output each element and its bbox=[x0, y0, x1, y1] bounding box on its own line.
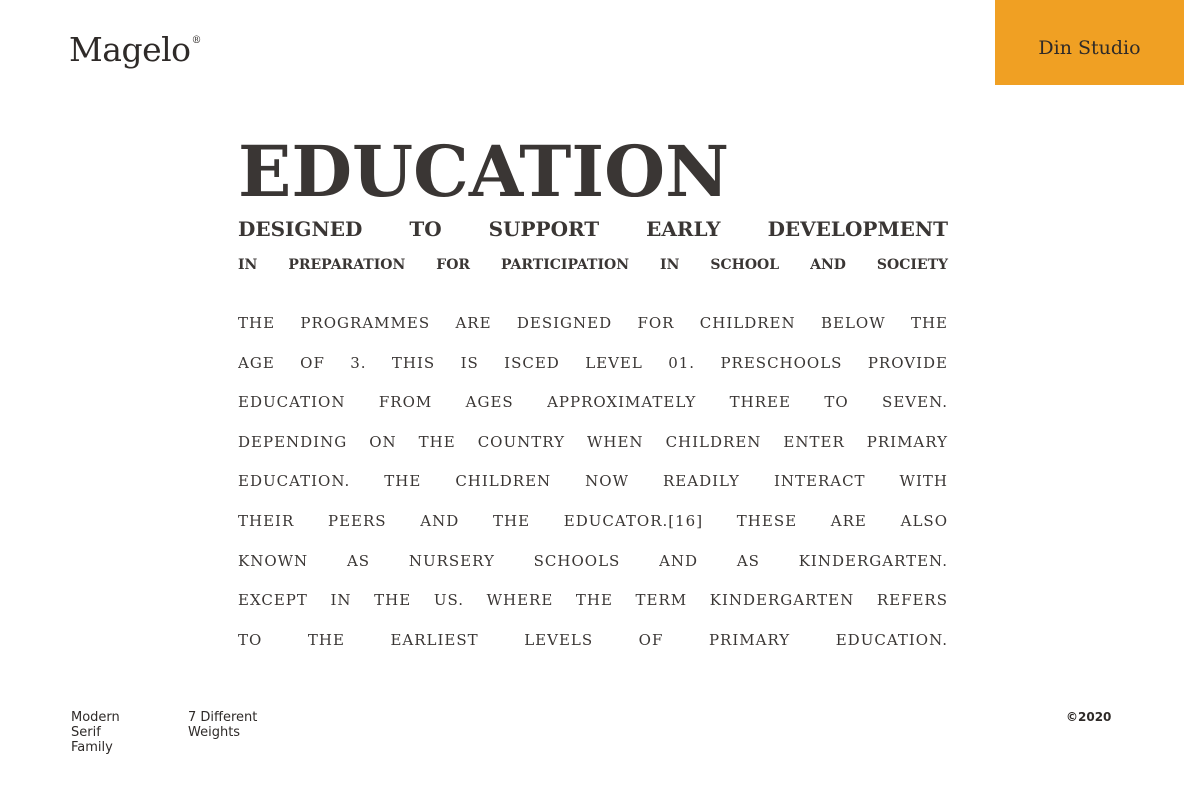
logo-name: Magelo bbox=[69, 30, 191, 69]
studio-badge-label: Din Studio bbox=[1038, 36, 1141, 59]
body-line: KNOWN AS NURSERY SCHOOLS AND AS KINDERGARTEN. bbox=[238, 551, 948, 570]
footer-text: Serif bbox=[71, 725, 101, 740]
footer-text: Family bbox=[71, 740, 113, 755]
page-subtitle: DESIGNED TO SUPPORT EARLY DEVELOPMENT bbox=[238, 217, 948, 241]
studio-badge bbox=[995, 0, 1184, 85]
body-line: THEIR PEERS AND THE EDUCATOR.[16] THESE ARE ALSO bbox=[238, 511, 948, 530]
registered-mark: ® bbox=[191, 35, 202, 46]
footer-text: Modern bbox=[71, 710, 120, 725]
footer-font-family bbox=[71, 710, 151, 755]
footer-weights bbox=[188, 710, 298, 740]
body-line: EDUCATION FROM AGES APPROXIMATELY THREE TO SEVEN. bbox=[238, 393, 948, 412]
body-paragraph bbox=[238, 308, 948, 664]
body-line: AGE OF 3. THIS IS ISCED LEVEL 01. PRESCHOOLS PROVIDE bbox=[238, 353, 948, 372]
footer-text: Weights bbox=[188, 725, 241, 740]
page-title: EDUCATION bbox=[238, 130, 730, 213]
body-line: THE PROGRAMMES ARE DESIGNED FOR CHILDREN BELOW THE bbox=[238, 314, 948, 332]
footer-text: 7 Different bbox=[188, 710, 258, 725]
body-line: EDUCATION. THE CHILDREN NOW READILY INTERACT WITH bbox=[238, 472, 948, 491]
body-line: EXCEPT IN THE US. WHERE THE TERM KINDERGARTEN REFERS bbox=[238, 591, 948, 610]
body-line: DEPENDING ON THE COUNTRY WHEN CHILDREN ENTER PRIMARY bbox=[238, 432, 948, 451]
body-line: TO THE EARLIEST LEVELS OF PRIMARY EDUCATION. bbox=[238, 630, 948, 649]
logo bbox=[69, 30, 201, 69]
copyright: ©2020 bbox=[1066, 710, 1112, 724]
page-tagline: IN PREPARATION FOR PARTICIPATION IN SCHOOL AND SOCIETY bbox=[238, 257, 948, 273]
